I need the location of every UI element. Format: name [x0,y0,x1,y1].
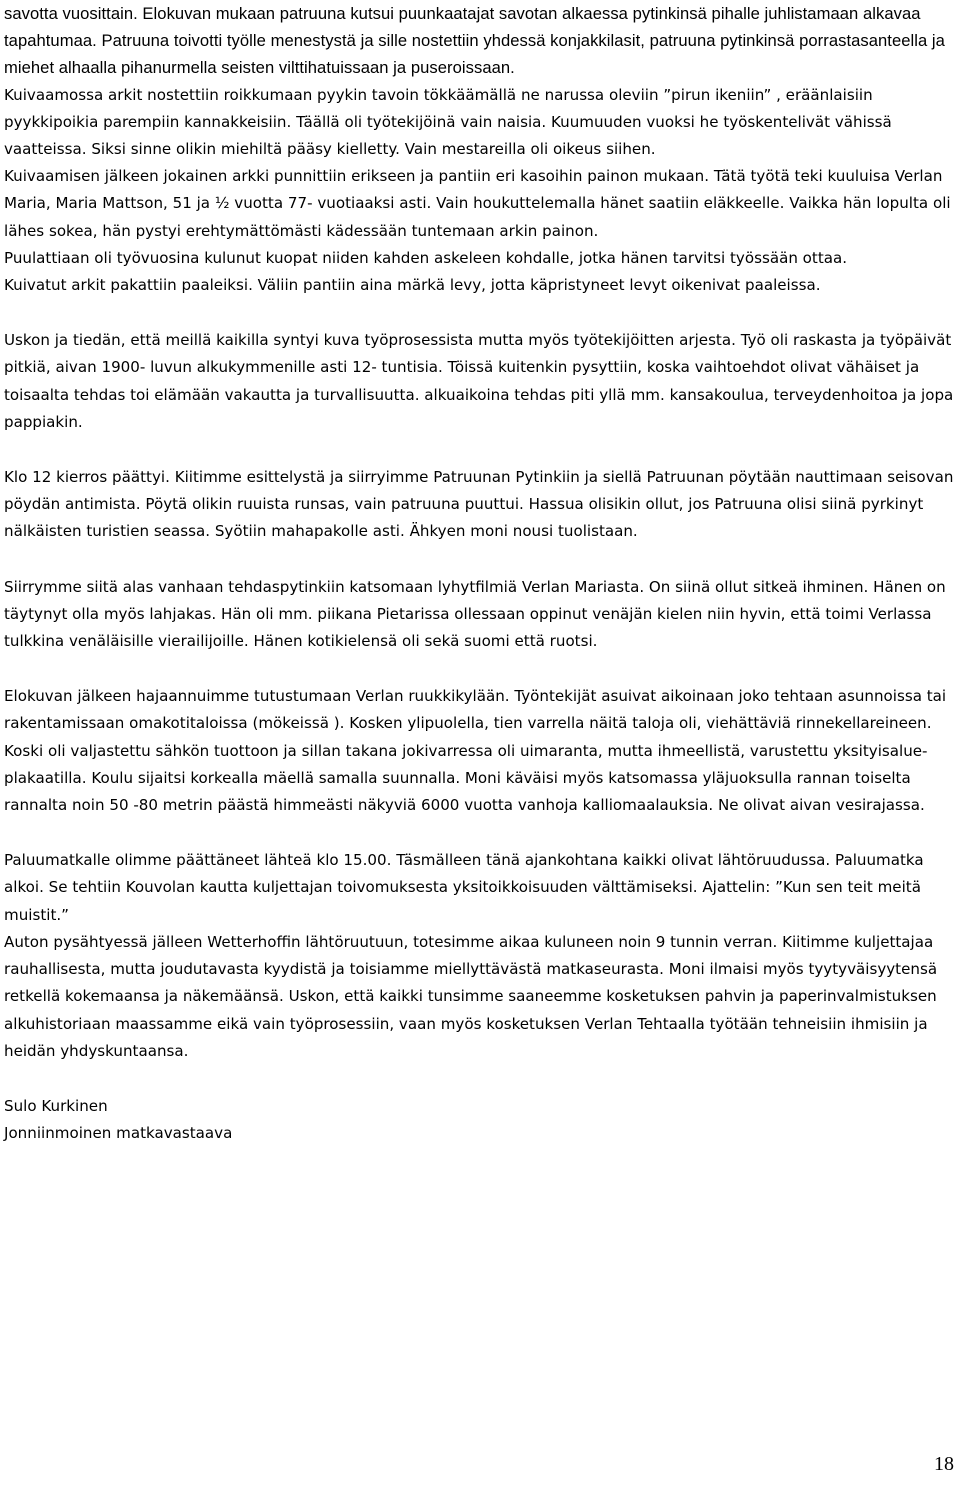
paragraph: Uskon ja tiedän, että meillä kaikilla syntyi kuva työprosessista mutta myös työtekijöitten arjesta. Työ oli raskasta ja työpäivät pitkiä, aivan 1900- luvun alkukymmenille asti 12- tuntisia. Töissä kuitenkin pysyttiin, koska vaihtoehdot olivat vähäiset ja toisaalta tehdas toi elämään vakautta ja turvallisuutta. alkuaikoina tehdas piti yllä mm. kansakoulua, terveydenhoitoa ja jopa pappiakin. [4,331,954,431]
paragraph: Klo 12 kierros päättyi. Kiitimme esittelystä ja siirryimme Patruunan Pytinkiin ja siellä Patruunan pöytään nauttimaan seisovan pöydän antimista. Pöytä olikin ruuista runsas, vain patruuna puuttui. Hassua olisikin ollut, jos Patruuna olisi siinä pyrkinyt nälkäisten turistien seassa. Syötiin mahapakolle asti. Ähkyen moni nousi tuolistaan. [4,468,954,541]
document-page [4,0,958,1147]
paragraph-spacer [4,1065,958,1093]
paragraph: Puulattiaan oli työvuosina kulunut kuopat niiden kahden askeleen kohdalle, jotka hänen tarvitsi työssään ottaa. [4,248,848,267]
paragraph: savotta vuosittain. Elokuvan mukaan patruuna kutsui puunkaatajat savotan alkaessa pytinkinsä pihalle juhlistamaan alkavaa tapahtumaa. Patruuna toivotti työlle menestystä ja sille nostettiin yhdessä konjakkilasit, patruuna pytinkinsä porrastasanteella ja miehet alhaalla pihanurmella seisten vilttihatuissaan ja puseroissaan. [4,4,945,78]
page-number: 18 [934,1453,954,1475]
workers-section [4,327,958,436]
paragraph-spacer [4,546,958,574]
film-section [4,574,958,656]
paragraph: Elokuvan jälkeen hajaannuimme tutustumaan Verlan ruukkikylään. Työntekijät asuivat aikoinaan joko tehtaan asunnoissa tai rakentamissaan omakotitaloissa (mökeissä ). Kosken ylipuolella, tien varrella näitä taloja oli, viehättäviä rinnekellareineen. Koski oli valjastettu sähkön tuottoon ja sillan takana jokivarressa oli uimaranta, mutta ihmeellistä, varustettu yksityisalue- plakaatilla. Koulu sijaitsi korkealla mäellä samalla suunnalla. Moni käväisi myös katsomassa yläjuoksulla rannan toiselta rannalta noin 50 -80 metrin päästä himmeästi näkyviä 6000 vuotta vanhoja kalliomaalauksia. Ne olivat aivan vesirajassa. [4,687,947,815]
village-section [4,683,958,819]
paragraph: Kuivaamossa arkit nostettiin roikkumaan pyykin tavoin tökkäämällä ne narussa oleviin ”pirun ikeniin” , eräänlaisiin pyykkipoikia parempiin kannakkeisiin. Täällä oli työtekijöinä vain naisia. Kuumuuden vuoksi he työskentelivät vähissä vaatteissa. Siksi sinne olikin miehiltä pääsy kielletty. Vain mestareilla oli oikeus siihen. [4,85,892,159]
paragraph-spacer [4,819,958,847]
paragraph-spacer [4,436,958,464]
intro-block [4,0,958,82]
drying-section [4,82,958,300]
signature-name: Sulo Kurkinen [4,1096,108,1115]
return-section [4,847,958,1065]
lunch-section [4,464,958,546]
paragraph: Siirrymme siitä alas vanhaan tehdaspytinkiin katsomaan lyhytfilmiä Verlan Mariasta. On siinä ollut sitkeä ihminen. Hänen on täytynyt olla myös lahjakas. Hän oli mm. piikana Pietarissa ollessaan oppinut venäjän kielen niin hyvin, että toimi Verlassa tulkkina venäläisille vierailijoille. Hänen kotikielensä oli sekä suomi että ruotsi. [4,577,946,651]
signature-block [4,1093,958,1147]
paragraph: Paluumatkalle olimme päättäneet lähteä klo 15.00. Täsmälleen tänä ajankohtana kaikki olivat lähtöruudussa. Paluumatka alkoi. Se tehtiin Kouvolan kautta kuljettajan toivomuksesta yksitoikkoisuuden välttämiseksi. Ajattelin: ”Kun sen teit meitä muistit.” [4,851,924,924]
paragraph-spacer [4,299,958,327]
signature-role: Jonniinmoinen matkavastaava [4,1124,233,1143]
paragraph-spacer [4,655,958,683]
paragraph: Kuivatut arkit pakattiin paaleiksi. Väliin pantiin aina märkä levy, jotta käpristyneet levyt oikenivat paaleissa. [4,276,821,295]
paragraph: Kuivaamisen jälkeen jokainen arkki punnittiin erikseen ja pantiin eri kasoihin painon mukaan. Tätä työtä teki kuuluisa Verlan Maria, Maria Mattson, 51 ja ½ vuotta 77- vuotiaaksi asti. Vain houkuttelemalla hänet saatiin eläkkeelle. Vaikka hän lopulta oli lähes sokea, hän pystyi erehtymättömästi kädessään tuntemaan arkin painon. [4,167,951,240]
paragraph: Auton pysähtyessä jälleen Wetterhoffin lähtöruutuun, totesimme aikaa kuluneen noin 9 tunnin verran. Kiitimme kuljettajaa rauhallisesta, mutta joudutavasta kyydistä ja toisiamme miellyttävästä matkaseurasta. Moni ilmaisi myös tyytyväisyytensä retkellä kokemaansa ja näkemäänsä. Uskon, että kaikki tunsimme saaneemme kosketuksen pahvin ja paperinvalmistuksen alkuhistoriaan maassamme eikä vain työprosessiin, vaan myös kosketuksen Verlan Tehtaalla työtään tehneisiin ihmisiin ja heidän yhdyskuntaansa. [4,932,938,1060]
